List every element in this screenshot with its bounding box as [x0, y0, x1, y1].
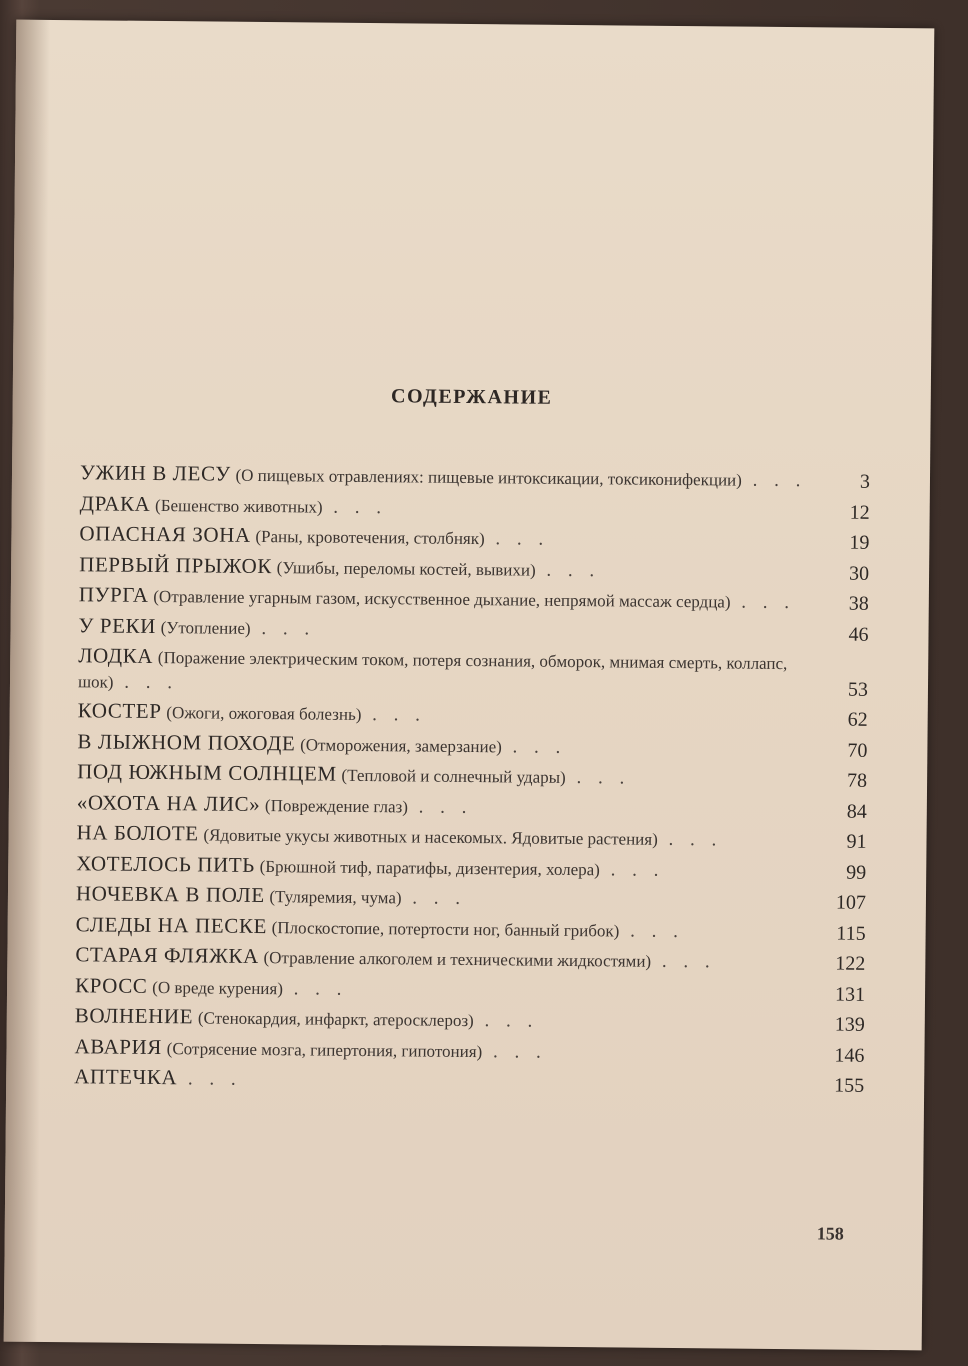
book-page — [4, 20, 935, 1351]
chapter-subtitle: (О вреде курения) — [152, 977, 284, 998]
toc-page-number: 78 — [846, 769, 868, 792]
toc-entry — [75, 942, 865, 976]
chapter-title: ПОД ЮЖНЫМ СОЛНЦЕМ — [77, 759, 337, 786]
toc-page-number: 38 — [848, 592, 869, 615]
dot-leader: . . . — [361, 703, 427, 726]
dot-leader: . . . — [250, 617, 316, 640]
chapter-subtitle: (Стенокардия, инфаркт, атеросклероз) — [197, 1008, 474, 1031]
dot-leader: . . . — [482, 1040, 547, 1063]
toc-entry-text — [77, 729, 819, 763]
toc-page-number: 46 — [848, 623, 869, 646]
toc-entry-text — [78, 643, 820, 701]
toc-page-number: 62 — [847, 708, 868, 731]
toc-entry — [79, 552, 869, 586]
chapter-title: ОПАСНАЯ ЗОНА — [79, 521, 251, 547]
toc-entry-text — [76, 820, 818, 854]
toc-entry — [78, 643, 868, 702]
chapter-title: «ОХОТА НА ЛИС» — [76, 789, 261, 816]
toc-entry-text — [75, 942, 817, 976]
chapter-subtitle: (Бешенство животных) — [155, 495, 323, 517]
toc-page-number: 91 — [846, 830, 867, 853]
dot-leader: . . . — [322, 496, 388, 518]
chapter-title: ДРАКА — [79, 490, 151, 516]
chapter-title: СТАРАЯ ФЛЯЖКА — [75, 942, 259, 968]
dot-leader: . . . — [730, 591, 796, 614]
chapter-subtitle: (Сотрясение мозга, гипертония, гипотония) — [166, 1038, 483, 1061]
chapter-subtitle: (Отравление алкоголем и техническими жидкостями) — [263, 948, 652, 971]
toc-entry-text — [79, 552, 821, 586]
toc-entry — [77, 790, 867, 824]
toc-page-number: 146 — [834, 1044, 865, 1067]
chapter-title: ПЕРВЫЙ ПРЫЖОК — [79, 551, 273, 578]
toc-page-number: 12 — [849, 501, 870, 524]
toc-entry-text — [77, 790, 819, 824]
toc-page-number: 139 — [834, 1013, 865, 1036]
chapter-title: У РЕКИ — [78, 612, 157, 638]
dot-leader: . . . — [113, 671, 179, 693]
chapter-subtitle: (Ожоги, ожоговая болезнь) — [166, 703, 362, 724]
toc-entry — [77, 759, 867, 793]
chapter-subtitle: (Тепловой и солнечный удары) — [341, 765, 566, 787]
dot-leader: . . . — [401, 887, 467, 909]
dot-leader: . . . — [473, 1010, 539, 1032]
toc-entry-text — [77, 759, 819, 793]
toc-page-number: 3 — [859, 470, 871, 493]
toc-entry-text — [76, 912, 818, 946]
chapter-subtitle: (Брюшной тиф, паратифы, дизентерия, холера) — [259, 856, 601, 879]
dot-leader: . . . — [599, 858, 665, 881]
chapter-title: В ЛЫЖНОМ ПОХОДЕ — [77, 728, 296, 755]
chapter-title: ЛОДКА — [78, 643, 154, 668]
toc-entry-text — [75, 973, 817, 1007]
toc-entry-text — [75, 1003, 817, 1037]
chapter-title: КОСТЕР — [77, 698, 162, 724]
toc-entry — [76, 881, 866, 915]
dot-leader: . . . — [177, 1068, 242, 1090]
toc-entry — [80, 491, 870, 525]
chapter-subtitle: (Раны, кровотечения, столбняк) — [255, 526, 485, 549]
chapter-subtitle: (О пищевых отравлениях: пищевые интоксикации, токсиконифекции) — [235, 465, 742, 490]
toc-entry — [80, 460, 870, 494]
dot-leader: . . . — [657, 828, 723, 851]
table-of-contents — [74, 460, 870, 1102]
toc-entry-text — [74, 1064, 816, 1098]
dot-leader: . . . — [619, 919, 684, 942]
toc-entry-text — [78, 613, 820, 647]
toc-page-number: 115 — [836, 922, 866, 945]
toc-page-number: 19 — [849, 531, 870, 554]
dot-leader: . . . — [535, 559, 601, 581]
chapter-title: КРОСС — [74, 972, 148, 998]
dot-leader: . . . — [741, 469, 807, 492]
toc-page-number: 70 — [847, 739, 868, 762]
toc-entry — [79, 582, 869, 616]
toc-entry-text — [76, 851, 818, 885]
toc-entry-text — [80, 491, 822, 525]
chapter-subtitle: (Поражение электрическим током, потеря сознания, обморок, мнимая смерть, коллапс, шок) — [77, 648, 788, 692]
toc-entry — [78, 613, 868, 647]
toc-page-number: 155 — [834, 1074, 865, 1097]
toc-entry — [75, 1003, 865, 1037]
chapter-title: СЛЕДЫ НА ПЕСКЕ — [75, 911, 268, 938]
dot-leader: . . . — [484, 528, 550, 550]
toc-page-number: 30 — [848, 562, 870, 585]
toc-entry — [77, 729, 867, 763]
chapter-title: АПТЕЧКА — [74, 1064, 178, 1090]
toc-entry-text — [78, 698, 820, 732]
toc-entry-text — [79, 521, 821, 555]
page-title: СОДЕРЖАНИЕ — [391, 385, 553, 409]
chapter-subtitle: (Отравление угарным газом, искусственное дыхание, непрямой массаж сердца) — [153, 586, 731, 612]
dot-leader: . . . — [501, 735, 567, 758]
dot-leader: . . . — [651, 950, 716, 973]
dot-leader: . . . — [565, 766, 631, 789]
chapter-title: НА БОЛОТЕ — [76, 820, 199, 846]
dot-leader: . . . — [407, 795, 473, 818]
chapter-title: НОЧЕВКА В ПОЛЕ — [75, 881, 265, 908]
toc-entry-text — [76, 881, 818, 915]
chapter-title: АВАРИЯ — [74, 1033, 163, 1059]
toc-page-number: 53 — [847, 678, 869, 701]
chapter-title: ХОТЕЛОСЬ ПИТЬ — [76, 850, 256, 877]
toc-entry — [74, 1034, 864, 1068]
toc-entry-text — [74, 1034, 816, 1068]
toc-entry-text — [80, 460, 822, 494]
chapter-title: ВОЛНЕНИЕ — [74, 1003, 194, 1029]
chapter-subtitle: (Отморожения, замерзание) — [300, 734, 502, 756]
chapter-subtitle: (Повреждение глаз) — [264, 795, 409, 816]
toc-page-number: 131 — [834, 983, 866, 1006]
dot-leader: . . . — [282, 977, 348, 1000]
chapter-subtitle: (Утопление) — [160, 617, 251, 638]
toc-page-number: 107 — [835, 891, 867, 914]
toc-entry — [76, 820, 866, 854]
page-number: 158 — [816, 1223, 844, 1244]
chapter-title: УЖИН В ЛЕСУ — [79, 460, 231, 486]
toc-entry — [74, 1064, 864, 1098]
chapter-title: ПУРГА — [78, 582, 149, 607]
toc-entry — [79, 521, 869, 555]
chapter-subtitle: (Ушибы, переломы костей, вывихи) — [276, 557, 536, 580]
toc-page-number: 122 — [835, 952, 866, 975]
toc-page-number: 84 — [846, 800, 867, 823]
chapter-subtitle: (Туляремия, чума) — [269, 887, 402, 908]
toc-page-number: 99 — [846, 861, 867, 884]
toc-entry — [75, 973, 865, 1007]
chapter-subtitle: (Плоскостопие, потертости ног, банный грибок) — [271, 917, 620, 940]
chapter-subtitle: (Ядовитые укусы животных и насекомых. Ядовитые растения) — [203, 825, 658, 849]
toc-entry — [76, 912, 866, 946]
toc-entry — [78, 698, 868, 732]
toc-entry — [76, 851, 866, 885]
toc-entry-text — [79, 582, 821, 616]
